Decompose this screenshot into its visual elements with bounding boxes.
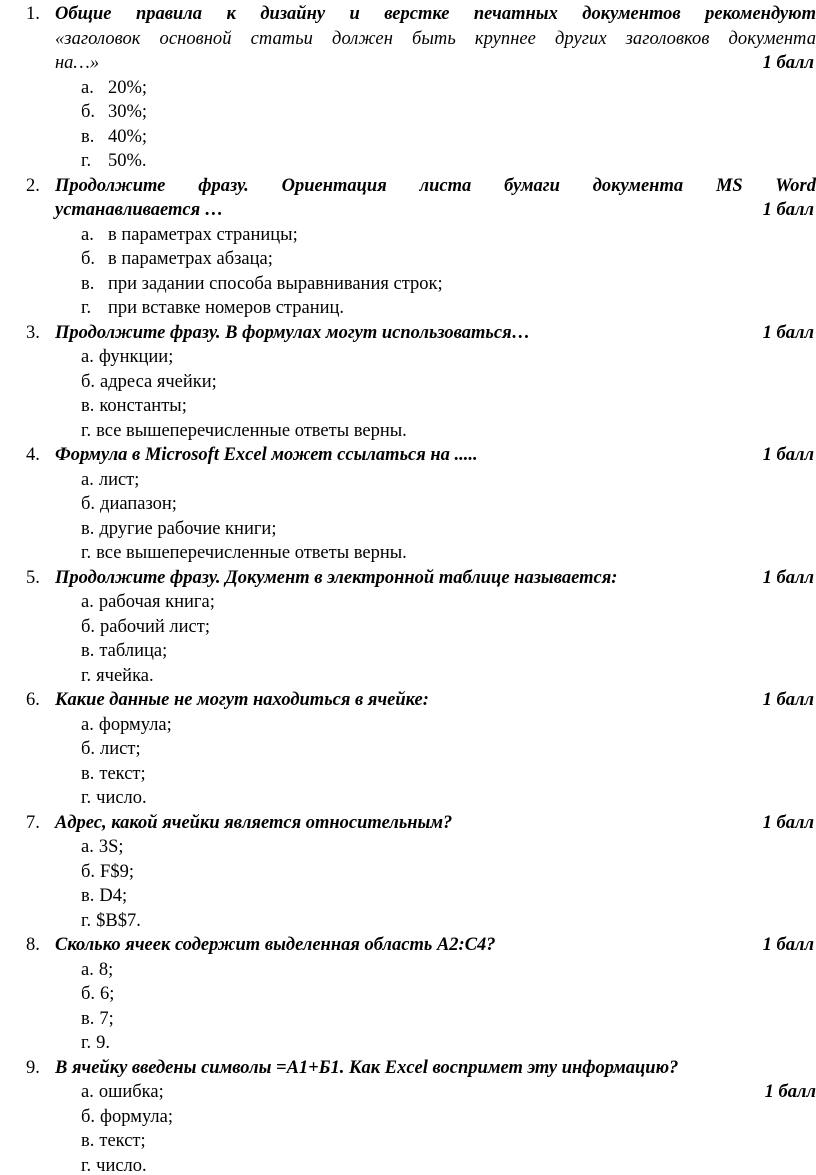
answer-options xyxy=(26,835,816,933)
answer-option[interactable] xyxy=(81,1105,816,1130)
answer-options xyxy=(26,468,816,566)
answer-option[interactable] xyxy=(81,786,816,811)
question-text-line: устанавливается … xyxy=(55,200,224,220)
question-4 xyxy=(26,443,816,566)
answer-option[interactable] xyxy=(81,982,816,1007)
answer-option[interactable] xyxy=(81,345,816,370)
answer-option[interactable] xyxy=(81,541,816,566)
answer-options xyxy=(26,1080,816,1175)
option-text: в параметрах абзаца; xyxy=(108,249,273,269)
question-number: 9. xyxy=(26,1057,40,1078)
question-number: 1. xyxy=(26,4,40,24)
option-letter: а. xyxy=(81,837,94,857)
answer-option[interactable] xyxy=(81,492,816,517)
option-text: при вставке номеров страниц. xyxy=(108,298,345,318)
option-text: формула; xyxy=(100,1106,173,1127)
option-text: D4; xyxy=(99,886,128,906)
answer-option[interactable] xyxy=(81,1154,816,1175)
answer-options xyxy=(26,223,816,321)
answer-option[interactable] xyxy=(81,370,816,395)
question-text-line: «заголовок основной статьи должен быть крупнее других заголовков документа xyxy=(55,28,816,49)
option-letter: б. xyxy=(81,371,96,392)
question-number: 8. xyxy=(26,935,40,955)
question-text: Продолжите фразу. В формулах могут использоваться… xyxy=(55,322,531,343)
option-text: текст; xyxy=(99,763,146,784)
option-letter: в. xyxy=(81,763,95,784)
question-points: 1 балл xyxy=(762,53,814,73)
question-header xyxy=(26,443,816,468)
option-letter: а. xyxy=(81,714,94,735)
answer-option[interactable] xyxy=(81,1007,816,1032)
option-text: таблица; xyxy=(99,641,168,661)
question-3 xyxy=(26,321,816,444)
option-text: 7; xyxy=(99,1008,114,1029)
answer-option[interactable] xyxy=(81,272,816,297)
option-letter: г. xyxy=(81,151,92,171)
question-text: Продолжите фразу. Документ в электронной таблице называется: xyxy=(55,567,618,588)
option-text: все вышеперечисленные ответы верны. xyxy=(96,543,407,563)
option-letter: б. xyxy=(81,739,96,759)
question-header xyxy=(26,688,816,713)
answer-option[interactable] xyxy=(81,517,816,542)
option-text: 8; xyxy=(98,959,114,980)
question-header xyxy=(26,174,816,223)
option-text: $B$7. xyxy=(96,910,141,931)
option-text: число. xyxy=(96,1155,147,1175)
option-letter: а. xyxy=(81,959,94,980)
option-letter: а. xyxy=(81,77,94,98)
option-text: ячейка. xyxy=(96,665,154,686)
question-points: 1 балл xyxy=(762,445,814,465)
answer-option[interactable] xyxy=(81,100,816,125)
option-letter: а. xyxy=(81,347,94,367)
question-9 xyxy=(26,1056,816,1175)
question-text: В ячейку введены символы =А1+Б1. Как Excel воспримет эту информацию? xyxy=(55,1057,679,1078)
question-text xyxy=(55,174,816,223)
answer-option[interactable] xyxy=(81,223,816,248)
option-text: все вышеперечисленные ответы верны. xyxy=(96,420,407,441)
question-text: Адрес, какой ячейки является относительным? xyxy=(55,812,453,833)
question-number: 4. xyxy=(26,445,40,465)
option-text: константы; xyxy=(99,396,187,416)
option-row xyxy=(81,1080,816,1105)
answer-option[interactable] xyxy=(81,909,816,934)
answer-option[interactable] xyxy=(81,884,816,909)
answer-options xyxy=(26,345,816,443)
option-text: лист; xyxy=(98,469,140,490)
option-text: лист; xyxy=(100,739,141,759)
option-text: 3S; xyxy=(98,837,124,857)
answer-option[interactable] xyxy=(81,296,816,321)
option-text: 9. xyxy=(96,1033,111,1053)
question-number: 7. xyxy=(26,812,40,833)
answer-option[interactable] xyxy=(81,419,816,444)
question-header xyxy=(26,1056,816,1081)
question-header xyxy=(26,2,816,76)
question-number: 5. xyxy=(26,567,40,588)
option-letter: б. xyxy=(81,616,96,637)
answer-option[interactable] xyxy=(81,1129,816,1154)
question-points: 1 балл xyxy=(764,1082,816,1102)
option-letter: б. xyxy=(81,1106,96,1127)
option-letter: а. xyxy=(81,592,94,612)
question-header xyxy=(26,933,816,958)
answer-option[interactable] xyxy=(81,713,816,738)
answer-option[interactable] xyxy=(81,394,816,419)
option-text: рабочая книга; xyxy=(98,592,215,612)
question-text: Формула в Microsoft Excel может ссылаться на ..... xyxy=(55,445,478,465)
option-text: в параметрах страницы; xyxy=(108,224,298,245)
question-number: 3. xyxy=(26,322,40,343)
question-text xyxy=(55,2,816,76)
option-text: ошибка; xyxy=(98,1082,164,1102)
option-letter: в. xyxy=(81,886,95,906)
option-text: 20%; xyxy=(108,77,148,98)
option-letter: в. xyxy=(81,1131,95,1151)
option-letter: а. xyxy=(81,224,94,245)
question-6 xyxy=(26,688,816,811)
option-letter: г. xyxy=(81,543,92,563)
option-text: адреса ячейки; xyxy=(100,371,217,392)
question-text-line: на…» xyxy=(55,53,100,73)
option-text: число. xyxy=(96,788,147,808)
question-points: 1 балл xyxy=(762,567,814,588)
option-letter: в. xyxy=(81,126,95,147)
option-text: F$9; xyxy=(100,861,134,882)
question-7 xyxy=(26,811,816,934)
answer-option[interactable] xyxy=(81,835,816,860)
answer-options xyxy=(26,590,816,688)
option-letter: г. xyxy=(81,910,92,931)
answer-option[interactable] xyxy=(81,958,816,983)
option-text: при задании способа выравнивания строк; xyxy=(108,273,443,294)
question-number: 2. xyxy=(26,175,40,196)
question-5 xyxy=(26,566,816,689)
question-header xyxy=(26,811,816,836)
option-text: диапазон; xyxy=(100,494,177,514)
question-text-line: Общие правила к дизайну и верстке печатных документов рекомендуют xyxy=(55,4,816,24)
question-text: Сколько ячеек содержит выделенная область А2:С4? xyxy=(55,935,496,955)
answer-option[interactable] xyxy=(81,125,816,150)
question-points: 1 балл xyxy=(762,200,814,220)
option-letter: б. xyxy=(81,249,96,269)
question-text-line: Продолжите фразу. Ориентация листа бумаги документа MS Word xyxy=(55,175,816,196)
answer-options xyxy=(26,713,816,811)
option-letter: в. xyxy=(81,273,95,294)
answer-option[interactable] xyxy=(81,664,816,689)
answer-option[interactable] xyxy=(81,247,816,272)
option-text: 6; xyxy=(100,984,115,1004)
option-letter: в. xyxy=(81,641,95,661)
option-letter: в. xyxy=(81,518,95,539)
answer-option[interactable] xyxy=(81,737,816,762)
option-text: 30%; xyxy=(108,102,148,122)
option-letter: б. xyxy=(81,861,96,882)
question-2 xyxy=(26,174,816,321)
option-letter: г. xyxy=(81,420,92,441)
option-text: формула; xyxy=(98,714,172,735)
answer-option[interactable] xyxy=(81,615,816,640)
answer-option[interactable] xyxy=(81,1080,816,1105)
answer-options xyxy=(26,76,816,174)
option-letter: г. xyxy=(81,1155,92,1175)
question-header xyxy=(26,566,816,591)
answer-option[interactable] xyxy=(81,1031,816,1056)
option-text: 50%. xyxy=(108,151,147,171)
question-8 xyxy=(26,933,816,1056)
option-letter: а. xyxy=(81,1082,94,1102)
option-letter: в. xyxy=(81,396,95,416)
option-letter: г. xyxy=(81,665,92,686)
option-letter: б. xyxy=(81,494,96,514)
option-letter: г. xyxy=(81,1033,92,1053)
option-text: другие рабочие книги; xyxy=(99,518,277,539)
answer-options xyxy=(26,958,816,1056)
question-points: 1 балл xyxy=(762,935,814,955)
answer-option[interactable] xyxy=(81,860,816,885)
option-letter: в. xyxy=(81,1008,95,1029)
question-points: 1 балл xyxy=(762,322,814,343)
option-letter: г. xyxy=(81,788,92,808)
answer-option[interactable] xyxy=(81,76,816,101)
question-header xyxy=(26,321,816,346)
answer-option[interactable] xyxy=(81,468,816,493)
option-letter: г. xyxy=(81,298,92,318)
option-text: функции; xyxy=(98,347,174,367)
question-number: 6. xyxy=(26,690,40,710)
option-text: рабочий лист; xyxy=(100,616,210,637)
option-letter: б. xyxy=(81,984,96,1004)
option-text: текст; xyxy=(99,1131,146,1151)
option-text: 40%; xyxy=(108,126,148,147)
question-1 xyxy=(26,2,816,174)
question-points: 1 балл xyxy=(762,690,814,710)
option-letter: а. xyxy=(81,469,94,490)
question-text: Какие данные не могут находиться в ячейке: xyxy=(55,690,429,710)
answer-option[interactable] xyxy=(81,590,816,615)
answer-option[interactable] xyxy=(81,639,816,664)
answer-option[interactable] xyxy=(81,762,816,787)
answer-option[interactable] xyxy=(81,149,816,174)
option-letter: б. xyxy=(81,102,96,122)
question-points: 1 балл xyxy=(762,812,814,833)
